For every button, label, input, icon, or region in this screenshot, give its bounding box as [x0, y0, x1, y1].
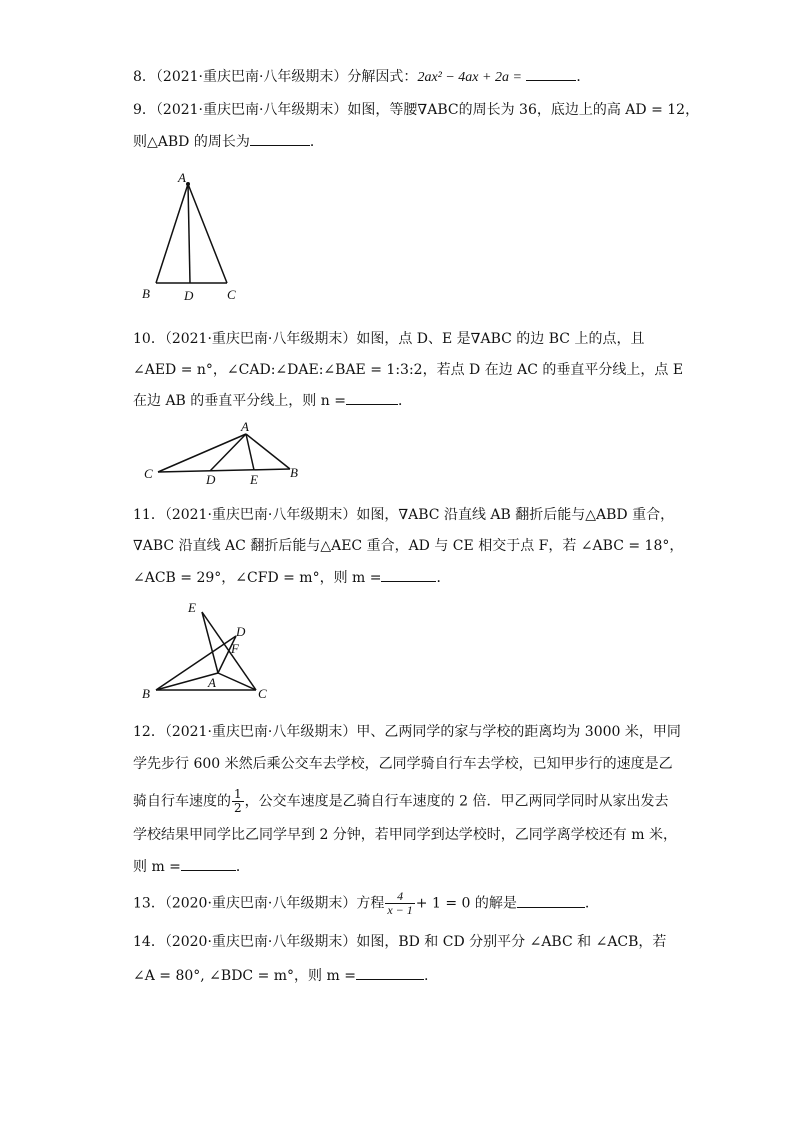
q10-answer-blank[interactable]: [346, 390, 398, 405]
q11-line-3: [133, 567, 450, 588]
q10-label-a: A: [241, 419, 249, 434]
q10-label-b: B: [290, 465, 298, 480]
q13-frac-num: 4: [385, 890, 414, 904]
q11-line-1: 11．（2021·重庆巴南·八年级期末）如图，∇ABC 沿直线 AB 翻折后能与△ABD 重合，: [133, 507, 675, 523]
q9-answer-blank[interactable]: [250, 131, 310, 146]
q8-expression: 2ax² − 4ax + 2a =: [417, 70, 522, 85]
q14-answer-blank[interactable]: [356, 965, 424, 980]
q9-line-2: [133, 131, 324, 152]
q11-label-c: C: [258, 686, 267, 701]
q12-answer-blank[interactable]: [181, 856, 236, 871]
q10-line-2: ∠AED = n°，∠CAD:∠DAE:∠BAE = 1:3:2，若点 D 在边 AC 的垂直平分线上，点 E: [133, 362, 684, 378]
q9-label-c: C: [227, 287, 236, 302]
q12-line-1: 12．（2021·重庆巴南·八年级期末）甲、乙两同学的家与学校的距离均为 3000 米，甲同: [133, 724, 681, 740]
q13-frac-den: x − 1: [387, 903, 413, 917]
q10-segment-ad: [210, 434, 246, 471]
q9-label-a: A: [178, 170, 186, 185]
q9-side-ab: [156, 184, 188, 283]
q8-prefix: 8．（2021·重庆巴南·八年级期末）分解因式：: [133, 69, 418, 85]
q10-line-3-text: 在边 AB 的垂直平分线上，则 n =: [133, 393, 346, 409]
q12-frac-num: 1: [234, 787, 242, 801]
q12-line-2: 学先步行 600 米然后乘公交车去学校，乙同学骑自行车去学校，已知甲步行的速度是乙: [133, 756, 673, 772]
q12-line-3: [133, 788, 668, 815]
q10-side-cb: [158, 469, 290, 472]
q12-frac-den: 2: [234, 801, 242, 815]
q9-end: ．: [309, 134, 324, 150]
q10-label-e: E: [250, 472, 258, 487]
q9-point-a: [186, 182, 190, 186]
q14-line-1: 14．（2020·重庆巴南·八年级期末）如图，BD 和 CD 分别平分 ∠ABC 和 ∠ACB，若: [133, 934, 667, 950]
q10-line-3: [133, 390, 412, 411]
q9-line-2-text: 则△ABD 的周长为: [133, 134, 250, 150]
q8-end: ．: [576, 69, 591, 85]
q12-line-3b: ，公交车速度是乙骑自行车速度的 2 倍．甲乙两同学同时从家出发去: [244, 793, 669, 810]
q13-fraction: [385, 890, 414, 917]
q11-figure: [140, 598, 280, 708]
q9-side-ac: [188, 184, 227, 283]
q10-end: ．: [397, 393, 412, 409]
q14-line-2: [133, 965, 428, 986]
q12-fraction: [232, 788, 244, 815]
q9-line-1: 9．（2021·重庆巴南·八年级期末）如图，等腰∇ABC的周长为 36，底边上的高 AD = 12，: [133, 102, 700, 118]
q11-label-b: B: [142, 686, 150, 701]
q10-figure: [140, 418, 310, 488]
q9-label-d: D: [184, 288, 194, 303]
q10-side-ac: [158, 434, 246, 472]
q11-answer-blank[interactable]: [381, 567, 436, 582]
q11-end: ．: [436, 570, 451, 586]
q12-end: ．: [235, 859, 250, 875]
question-13: [133, 890, 589, 917]
q13-end: .: [584, 895, 590, 912]
q12-line-3a: 骑自行车速度的: [133, 793, 231, 810]
q10-label-d: D: [206, 472, 216, 487]
q14-line-2-text: ∠A = 80°, ∠BDC = m°，则 m =: [133, 968, 356, 984]
q9-altitude-ad: [188, 184, 190, 283]
q11-label-e: E: [188, 600, 196, 615]
q11-line-3-text: ∠ACB = 29°，∠CFD = m°，则 m =: [133, 570, 382, 586]
q8-answer-blank[interactable]: [526, 66, 576, 81]
q14-end: .: [423, 968, 429, 984]
q10-line-1: 10．（2021·重庆巴南·八年级期末）如图，点 D、E 是∇ABC 的边 BC 上的点，且: [133, 331, 645, 347]
q12-line-4: 学校结果甲同学比乙同学早到 2 分钟，若甲同学到达学校时，乙同学离学校还有 m 米，: [133, 827, 677, 843]
q13-prefix: 13．（2020·重庆巴南·八年级期末）方程: [133, 895, 385, 912]
q10-label-c: C: [144, 466, 153, 481]
q9-label-b: B: [142, 286, 150, 301]
question-8: [133, 66, 590, 88]
q12-line-5-text: 则 m =: [133, 859, 181, 875]
q13-mid: + 1 = 0 的解是: [415, 895, 517, 912]
q11-side-ea: [202, 612, 218, 673]
q11-line-2: ∇ABC 沿直线 AC 翻折后能与△AEC 重合，AD 与 CE 相交于点 F，若 ∠ABC = 18°，: [133, 538, 684, 554]
q12-line-5: [133, 856, 250, 877]
q11-label-a: A: [208, 675, 216, 690]
q13-answer-blank[interactable]: [517, 893, 585, 908]
q11-label-f: F: [231, 641, 239, 656]
q9-figure: [140, 170, 250, 305]
q11-label-d: D: [236, 624, 246, 639]
